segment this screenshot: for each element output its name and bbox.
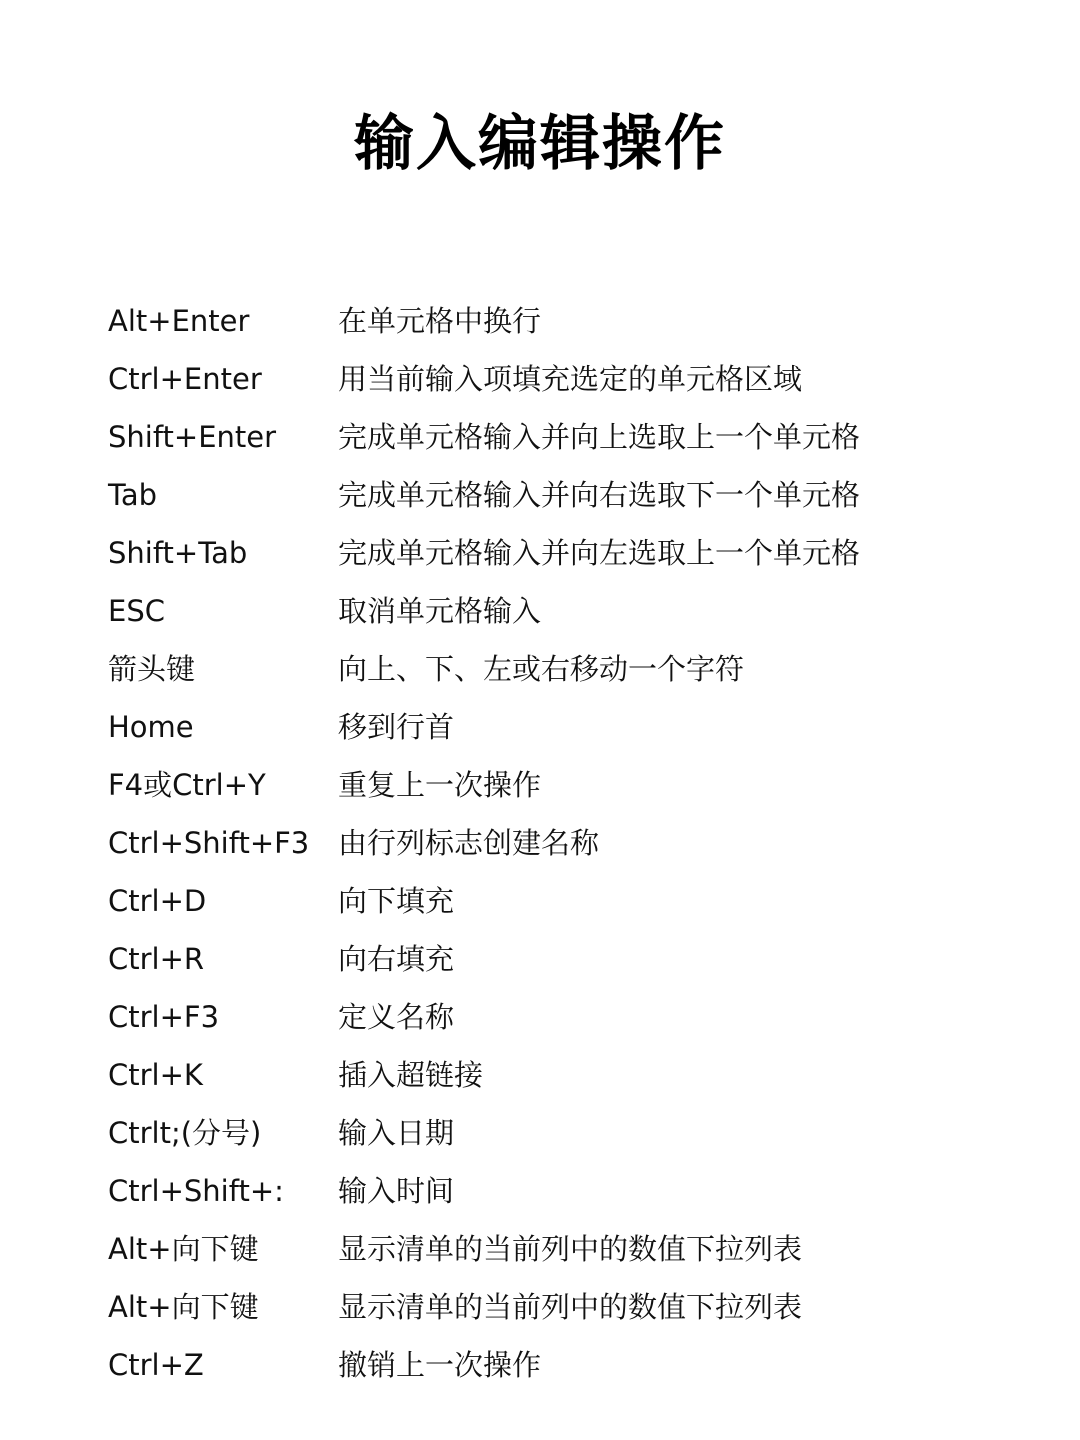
shortcut-description: 完成单元格输入并向右选取下一个单元格: [338, 478, 861, 512]
shortcut-key: Shift+Enter: [108, 420, 277, 454]
shortcut-key: Alt+Enter: [108, 304, 250, 338]
shortcut-row: [108, 1162, 988, 1220]
shortcut-row: [108, 814, 988, 872]
shortcut-description: 完成单元格输入并向上选取上一个单元格: [338, 420, 861, 454]
shortcut-row: [108, 466, 988, 524]
shortcut-key: Home: [108, 710, 194, 744]
shortcut-row: [108, 1336, 988, 1394]
shortcut-description: 输入时间: [338, 1174, 455, 1208]
shortcut-row: [108, 930, 988, 988]
shortcut-row: [108, 756, 988, 814]
shortcut-list: [108, 292, 988, 1394]
shortcut-key: Ctrl+Shift+F3: [108, 826, 310, 860]
shortcut-row: [108, 1046, 988, 1104]
shortcut-key: Ctrl+D: [108, 884, 207, 918]
shortcut-description: 向上、下、左或右移动一个字符: [338, 652, 745, 686]
shortcut-row: [108, 408, 988, 466]
shortcut-description: 在单元格中换行: [338, 304, 542, 338]
shortcut-key: 箭头键: [108, 652, 196, 686]
shortcut-description: 重复上一次操作: [338, 768, 542, 802]
shortcut-row: [108, 872, 988, 930]
shortcut-key: Ctrl+Shift+:: [108, 1174, 284, 1208]
shortcut-description: 向下填充: [338, 884, 455, 918]
shortcut-description: 显示清单的当前列中的数值下拉列表: [338, 1290, 803, 1324]
shortcut-row: [108, 1278, 988, 1336]
shortcut-description: 向右填充: [338, 942, 455, 976]
shortcut-description: 由行列标志创建名称: [338, 826, 600, 860]
shortcut-description: 输入日期: [338, 1116, 455, 1150]
shortcut-key: Alt+向下键: [108, 1232, 259, 1266]
shortcut-key: Shift+Tab: [108, 536, 248, 570]
shortcut-key: Ctrl+F3: [108, 1000, 220, 1034]
shortcut-description: 插入超链接: [338, 1058, 484, 1092]
shortcut-key: Ctrlt;(分号): [108, 1116, 262, 1150]
shortcut-description: 显示清单的当前列中的数值下拉列表: [338, 1232, 803, 1266]
shortcut-key: ESC: [108, 594, 165, 628]
shortcut-row: [108, 350, 988, 408]
shortcut-description: 用当前输入项填充选定的单元格区域: [338, 362, 803, 396]
shortcut-description: 完成单元格输入并向左选取上一个单元格: [338, 536, 861, 570]
page-title: 输入编辑操作: [354, 109, 726, 179]
shortcut-description: 定义名称: [338, 1000, 455, 1034]
shortcut-key: Ctrl+Z: [108, 1348, 204, 1382]
shortcut-row: [108, 640, 988, 698]
shortcut-description: 撤销上一次操作: [338, 1348, 542, 1382]
shortcut-row: [108, 524, 988, 582]
shortcut-row: [108, 988, 988, 1046]
shortcut-key: Ctrl+K: [108, 1058, 203, 1092]
shortcut-key: Ctrl+R: [108, 942, 205, 976]
shortcut-key: Tab: [108, 478, 158, 512]
shortcut-description: 取消单元格输入: [338, 594, 542, 628]
shortcut-row: [108, 292, 988, 350]
shortcut-key: Ctrl+Enter: [108, 362, 262, 396]
shortcut-row: [108, 582, 988, 640]
shortcut-key: F4或Ctrl+Y: [108, 768, 266, 802]
shortcut-row: [108, 1220, 988, 1278]
shortcut-row: [108, 1104, 988, 1162]
shortcut-row: [108, 698, 988, 756]
shortcut-key: Alt+向下键: [108, 1290, 259, 1324]
shortcut-description: 移到行首: [338, 710, 455, 744]
